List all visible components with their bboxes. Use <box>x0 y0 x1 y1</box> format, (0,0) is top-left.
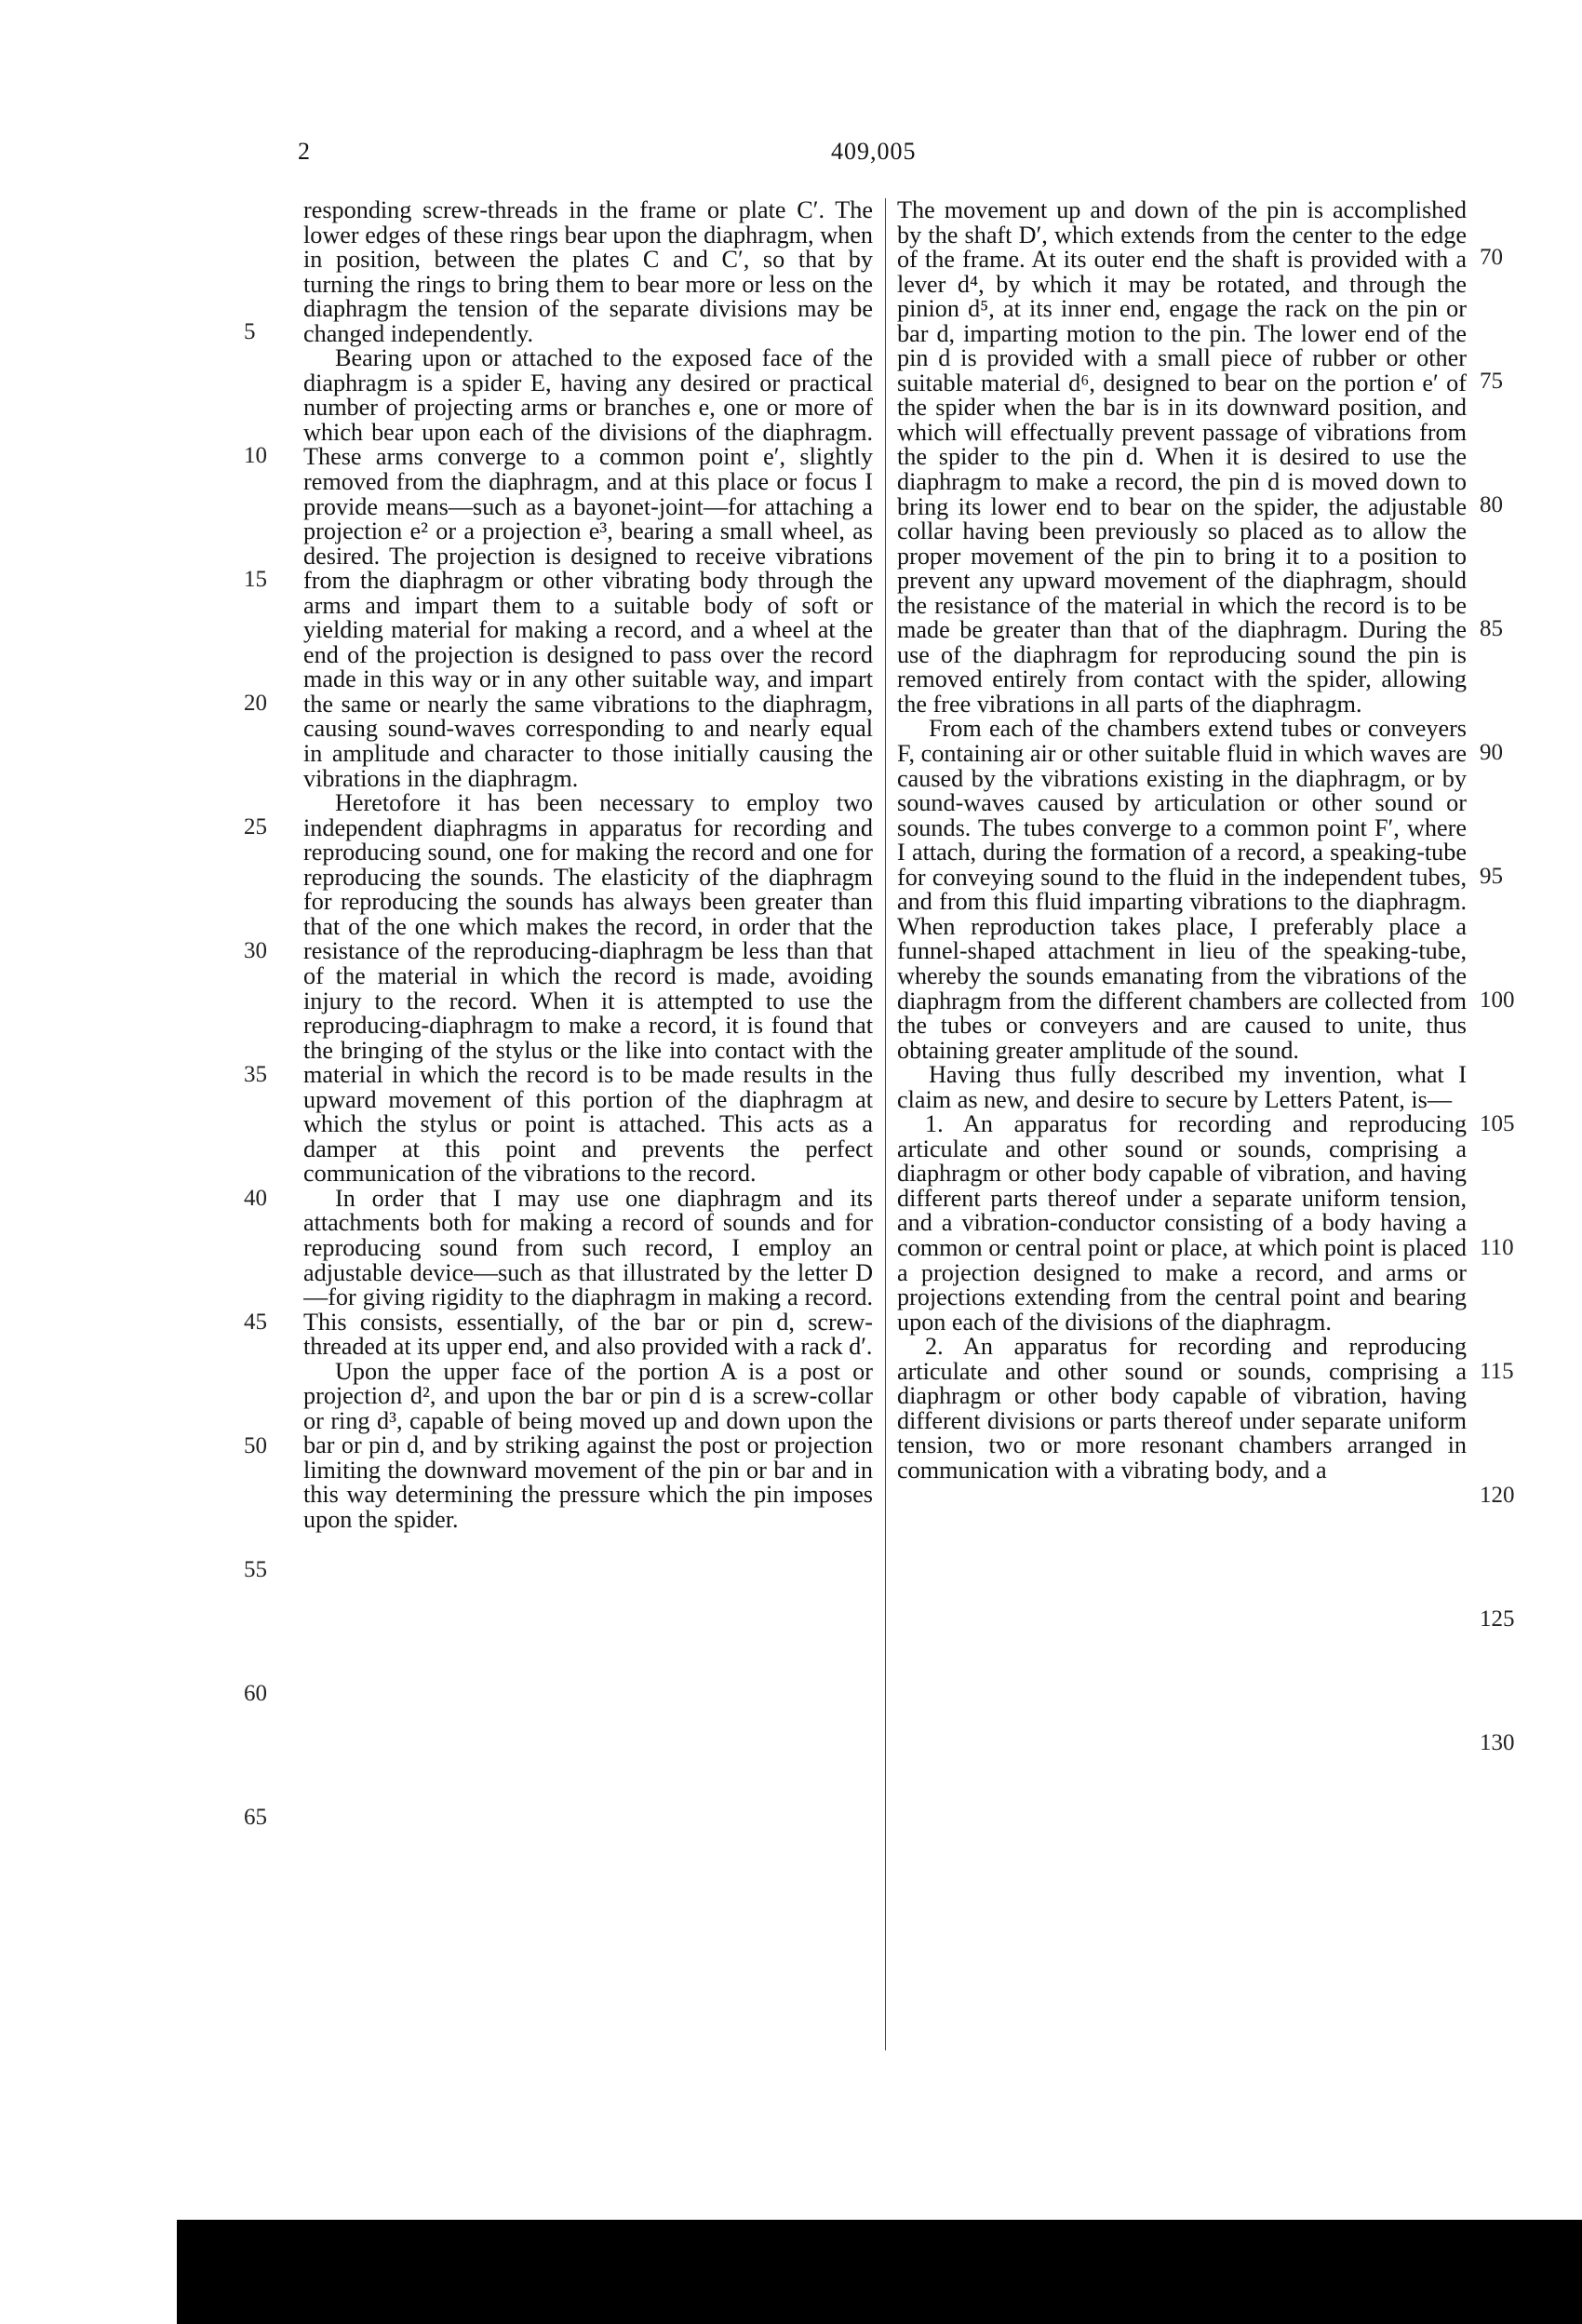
line-number: 20 <box>244 691 267 716</box>
line-number: 30 <box>244 938 267 963</box>
patent-number: 409,005 <box>831 138 917 165</box>
page-header <box>0 138 1582 175</box>
line-number: 70 <box>1480 245 1503 270</box>
line-number: 60 <box>244 1681 267 1706</box>
line-number: 85 <box>1480 616 1503 641</box>
paragraph: Upon the upper face of the portion A is a post or projection d², and upon the bar or pin d is a screw-collar or ring d³, capable of being moved up and down upon the bar or pin d, and by striking against the post or projection limiting the downward movement of the pin or bar and in this way determining the pressure which the pin imposes upon the spider. <box>303 1357 873 1533</box>
scan-border-bar <box>177 2220 1582 2324</box>
paragraph: In order that I may use one diaphragm and its attachments both for making a record of sounds and for reproducing sound from such record, I employ an adjustable device—such as that illustrated by the letter D—for giving rigidity to the diaphragm in making a record. This consists, essentially, of the bar or pin d, screw-threaded at its upper end, and also provided with a rack d′. <box>303 1184 873 1361</box>
line-number: 130 <box>1480 1730 1515 1755</box>
line-number: 95 <box>1480 864 1503 889</box>
column-divider <box>885 198 886 2050</box>
line-number: 105 <box>1480 1111 1515 1136</box>
line-number: 15 <box>244 567 267 592</box>
line-number: 110 <box>1480 1235 1514 1260</box>
line-number: 120 <box>1480 1483 1515 1508</box>
line-number: 25 <box>244 814 267 840</box>
line-number: 100 <box>1480 987 1515 1013</box>
line-number: 10 <box>244 443 267 468</box>
line-number: 50 <box>244 1433 267 1458</box>
line-number: 65 <box>244 1805 267 1830</box>
line-number: 90 <box>1480 740 1503 765</box>
line-number: 55 <box>244 1557 267 1582</box>
line-number: 5 <box>244 319 256 344</box>
paragraph: Bearing upon or attached to the exposed face of the diaphragm is a spider E, having any desired or practical number of projecting arms or branches e, one or more of which bear upon each of the divisions of the diaphragm. These arms converge to a common point e′, slightly removed from the diaphragm, and at this place or focus I provide means—such as a bayonet-joint—for attaching a projection e² or a projection e³, bearing a small wheel, as desired. The projection is designed to receive vibrations from the diaphragm or other vibrating body through the arms and impart them to a suitable body of soft or yielding material for making a record, and a wheel at the end of the projection is designed to pass over the record made in this way or in any other suitable way, and impart the same or nearly the same vibrations to the diaphragm, causing sound-waves corresponding to and nearly equal in amplitude and character to those initially causing the vibrations in the diaphragm. <box>303 344 873 792</box>
paragraph: responding screw-threads in the frame or plate C′. The lower edges of these rings bear upon the diaphragm, when in position, between the plates C and C′, so that by turning the rings to bring them to bear more or less on the diaphragm the tension of the separate divisions may be changed independently. <box>303 198 873 347</box>
paragraph: Heretofore it has been necessary to employ two independent diaphragms in apparatus for recording and reproducing sound, one for making the record and one for reproducing the sounds. The elasticity of the diaphragm for reproducing the sounds has always been greater than that of the one which makes the record, in order that the resistance of the reproducing-diaphragm be less than that of the material in which the record is made, avoiding injury to the record. When it is attempted to use the reproducing-diaphragm to make a record, it is found that the bringing of the stylus or the like into contact with the material in which the record is to be made results in the upward movement of this portion of the diaphragm at which the stylus or point is attached. This acts as a damper at this point and prevents the perfect communication of the vibrations to the record. <box>303 789 873 1188</box>
paragraph: Having thus fully described my invention, what I claim as new, and desire to secure by Letters Patent, is— <box>897 1061 1467 1113</box>
paragraph: From each of the chambers extend tubes or conveyers F, containing air or other suitable fluid in which waves are caused by the vibrations existing in the diaphragm, or by sound-waves caused by articulation or other sound or sounds. The tubes converge to a common point F′, where I attach, during the formation of a record, a speaking-tube for conveying sound to the fluid in the independent tubes, and from this fluid imparting vibrations to the diaphragm. When reproduction takes place, I preferably place a funnel-shaped attachment in lieu of the speaking-tube, whereby the sounds emanating from the vibrations of the diaphragm from the different chambers are collected from the tubes or conveyers and are caused to unite, thus obtaining greater amplitude of the sound. <box>897 715 1467 1064</box>
line-number: 75 <box>1480 369 1503 394</box>
line-number: 45 <box>244 1310 267 1335</box>
line-number: 125 <box>1480 1606 1515 1632</box>
line-number: 80 <box>1480 492 1503 517</box>
line-number: 115 <box>1480 1359 1514 1384</box>
left-text-column <box>303 198 873 2050</box>
claim-paragraph: 1. An apparatus for recording and reproducing articulate and other sound or sounds, comprising a diaphragm or other body capable of vibration, and having different parts thereof under a separate uniform tension, and a vibration-conductor consisting of a body having a common or central point or place, at which point is placed a projection designed to make a record, and arms or projections extending from the central point and bearing upon each of the divisions of the diaphragm. <box>897 1110 1467 1336</box>
right-text-column <box>897 198 1467 2050</box>
line-number: 35 <box>244 1062 267 1087</box>
line-number: 40 <box>244 1186 267 1211</box>
claim-paragraph: 2. An apparatus for recording and reproducing articulate and other sound or sounds, comprising a diaphragm or other body capable of vibration, having different divisions or parts thereof under separate uniform tension, two or more resonant chambers arranged in communication with a vibrating body, and a <box>897 1333 1467 1484</box>
paragraph: The movement up and down of the pin is accomplished by the shaft D′, which extends from the center to the edge of the frame. At its outer end the shaft is provided with a lever d⁴, by which it may be rotated, and through the pinion d⁵, at its inner end, engage the rack on the pin or bar d, imparting motion to the pin. The lower end of the pin d is provided with a small piece of rubber or other suitable material d⁶, designed to bear on the portion e′ of the spider when the bar is in its downward position, and which will effectually prevent passage of vibrations from the spider to the pin d. When it is desired to use the diaphragm to make a record, the pin d is moved down to bring its lower end to bear on the spider, the adjustable collar having been previously so placed as to allow the proper movement of the pin to bring it to a position to prevent any upward movement of the diaphragm, should the resistance of the material in which the record is to be made be greater than that of the diaphragm. During the use of the diaphragm for reproducing sound the pin is removed entirely from contact with the spider, allowing the free vibrations in all parts of the diaphragm. <box>897 198 1467 718</box>
page-number: 2 <box>298 138 310 165</box>
